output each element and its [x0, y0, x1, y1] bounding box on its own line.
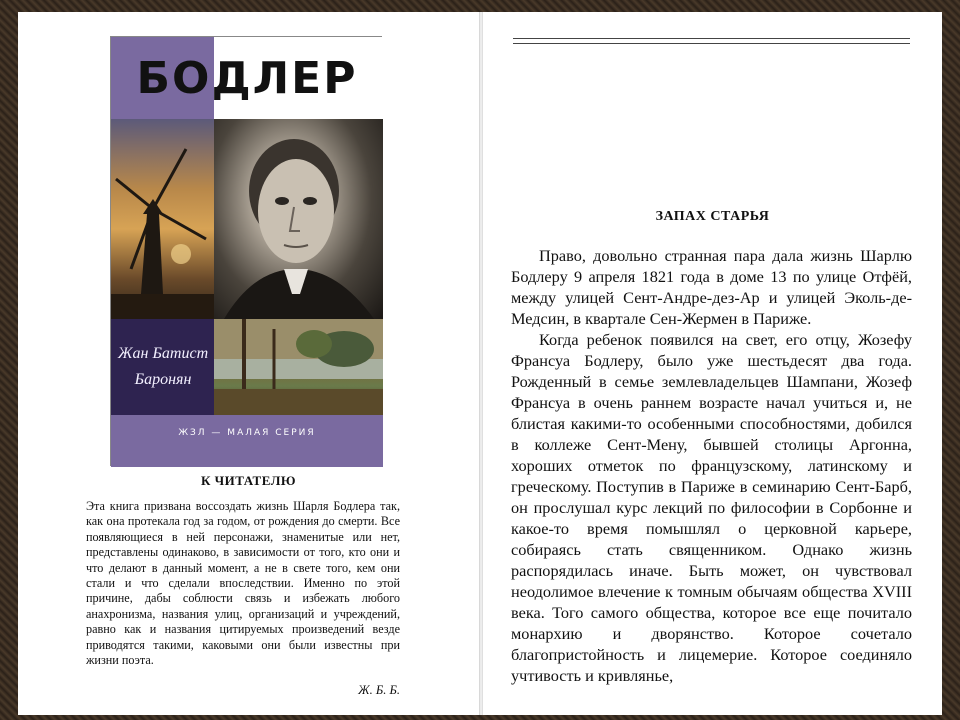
preface-signature: Ж. Б. Б.: [358, 683, 400, 697]
cover-series: ЖЗЛ — МАЛАЯ СЕРИЯ: [178, 428, 316, 438]
cover-author: [115, 341, 211, 393]
right-page: [483, 12, 942, 715]
baudelaire-portrait: [214, 119, 383, 319]
preface-heading: К ЧИТАТЕЛЮ: [200, 473, 297, 488]
landscape-icon: [214, 319, 383, 415]
preface-body: Эта книга призвана воссоздать жизнь Шарля Бодлера так, как она протекала год за годом, от рождения до смерти. Все появляющиеся в ней персонажи, знаменитые или нет, представлены одинаково, в зависимости от того, кто они и что делают в данный момент, а не в свете того, кем они стали и что сделали впоследствии. Именно по этой причине, дабы соблюсти связь и избежать любого анахронизма, названия улиц, организаций и учреждений, равно как и названия цитируемых произведений везде приводятся такими, каковыми они были известны при жизни поэта.: [86, 499, 400, 668]
chapter-body: [511, 245, 912, 686]
cover-series-bar: [111, 415, 383, 467]
chapter-title: ЗАПАХ СТАРЬЯ: [655, 209, 770, 224]
cover-title-band: [111, 37, 383, 119]
cover-title: БОДЛЕР: [136, 53, 358, 104]
top-double-rule: [513, 38, 910, 44]
cover-author-first: Жан Батист: [117, 345, 209, 362]
book-cover: [110, 36, 382, 466]
cover-author-last: Баронян: [134, 371, 192, 388]
portrait-icon: [214, 119, 383, 319]
cover-author-block: [111, 319, 214, 415]
left-page: [18, 12, 479, 715]
windmill-icon: [111, 119, 214, 319]
chapter-paragraph: Когда ребенок появился на свет, его отцу, Жозефу Франсуа Бодлеру, было уже шестьдесят два года. Рожденный в семье землевладельцев Шампани, Жозеф Франсуа в очень раннем возрасте начал учиться и, не блистая какими-то особенными способностями, добился в коллеже Сент-Мену, бывшей столицы Аргонна, хороших отметок по французскому, латинскому и греческому. Поступив в Париже в семинарию Сент-Барб, он прослушал курс лекций по философии в Сорбонне и какое-то время помышлял о церковной карьере, собираясь стать священником. Однако жизнь распорядилась иначе. Быть может, он чувствовал неодолимое влечение к томным обычаям общества XVIII века. Того самого общества, которое все еще почитало монархию и дворянство. Которое сочетало благопристойность и лицемерие. Которое соединяло учтивость и кривлянье,: [511, 330, 912, 685]
chapter-paragraph: Право, довольно странная пара дала жизнь Шарлю Бодлеру 9 апреля 1821 года в доме 13 по улице Отфёй, между улицей Сент-Андре-дез-Ар и улицей Эколь-де-Медсин, в квартале Сен-Жермен в Париже.: [511, 246, 912, 328]
windmill-painting: [111, 119, 214, 319]
landscape-painting: [214, 319, 383, 415]
